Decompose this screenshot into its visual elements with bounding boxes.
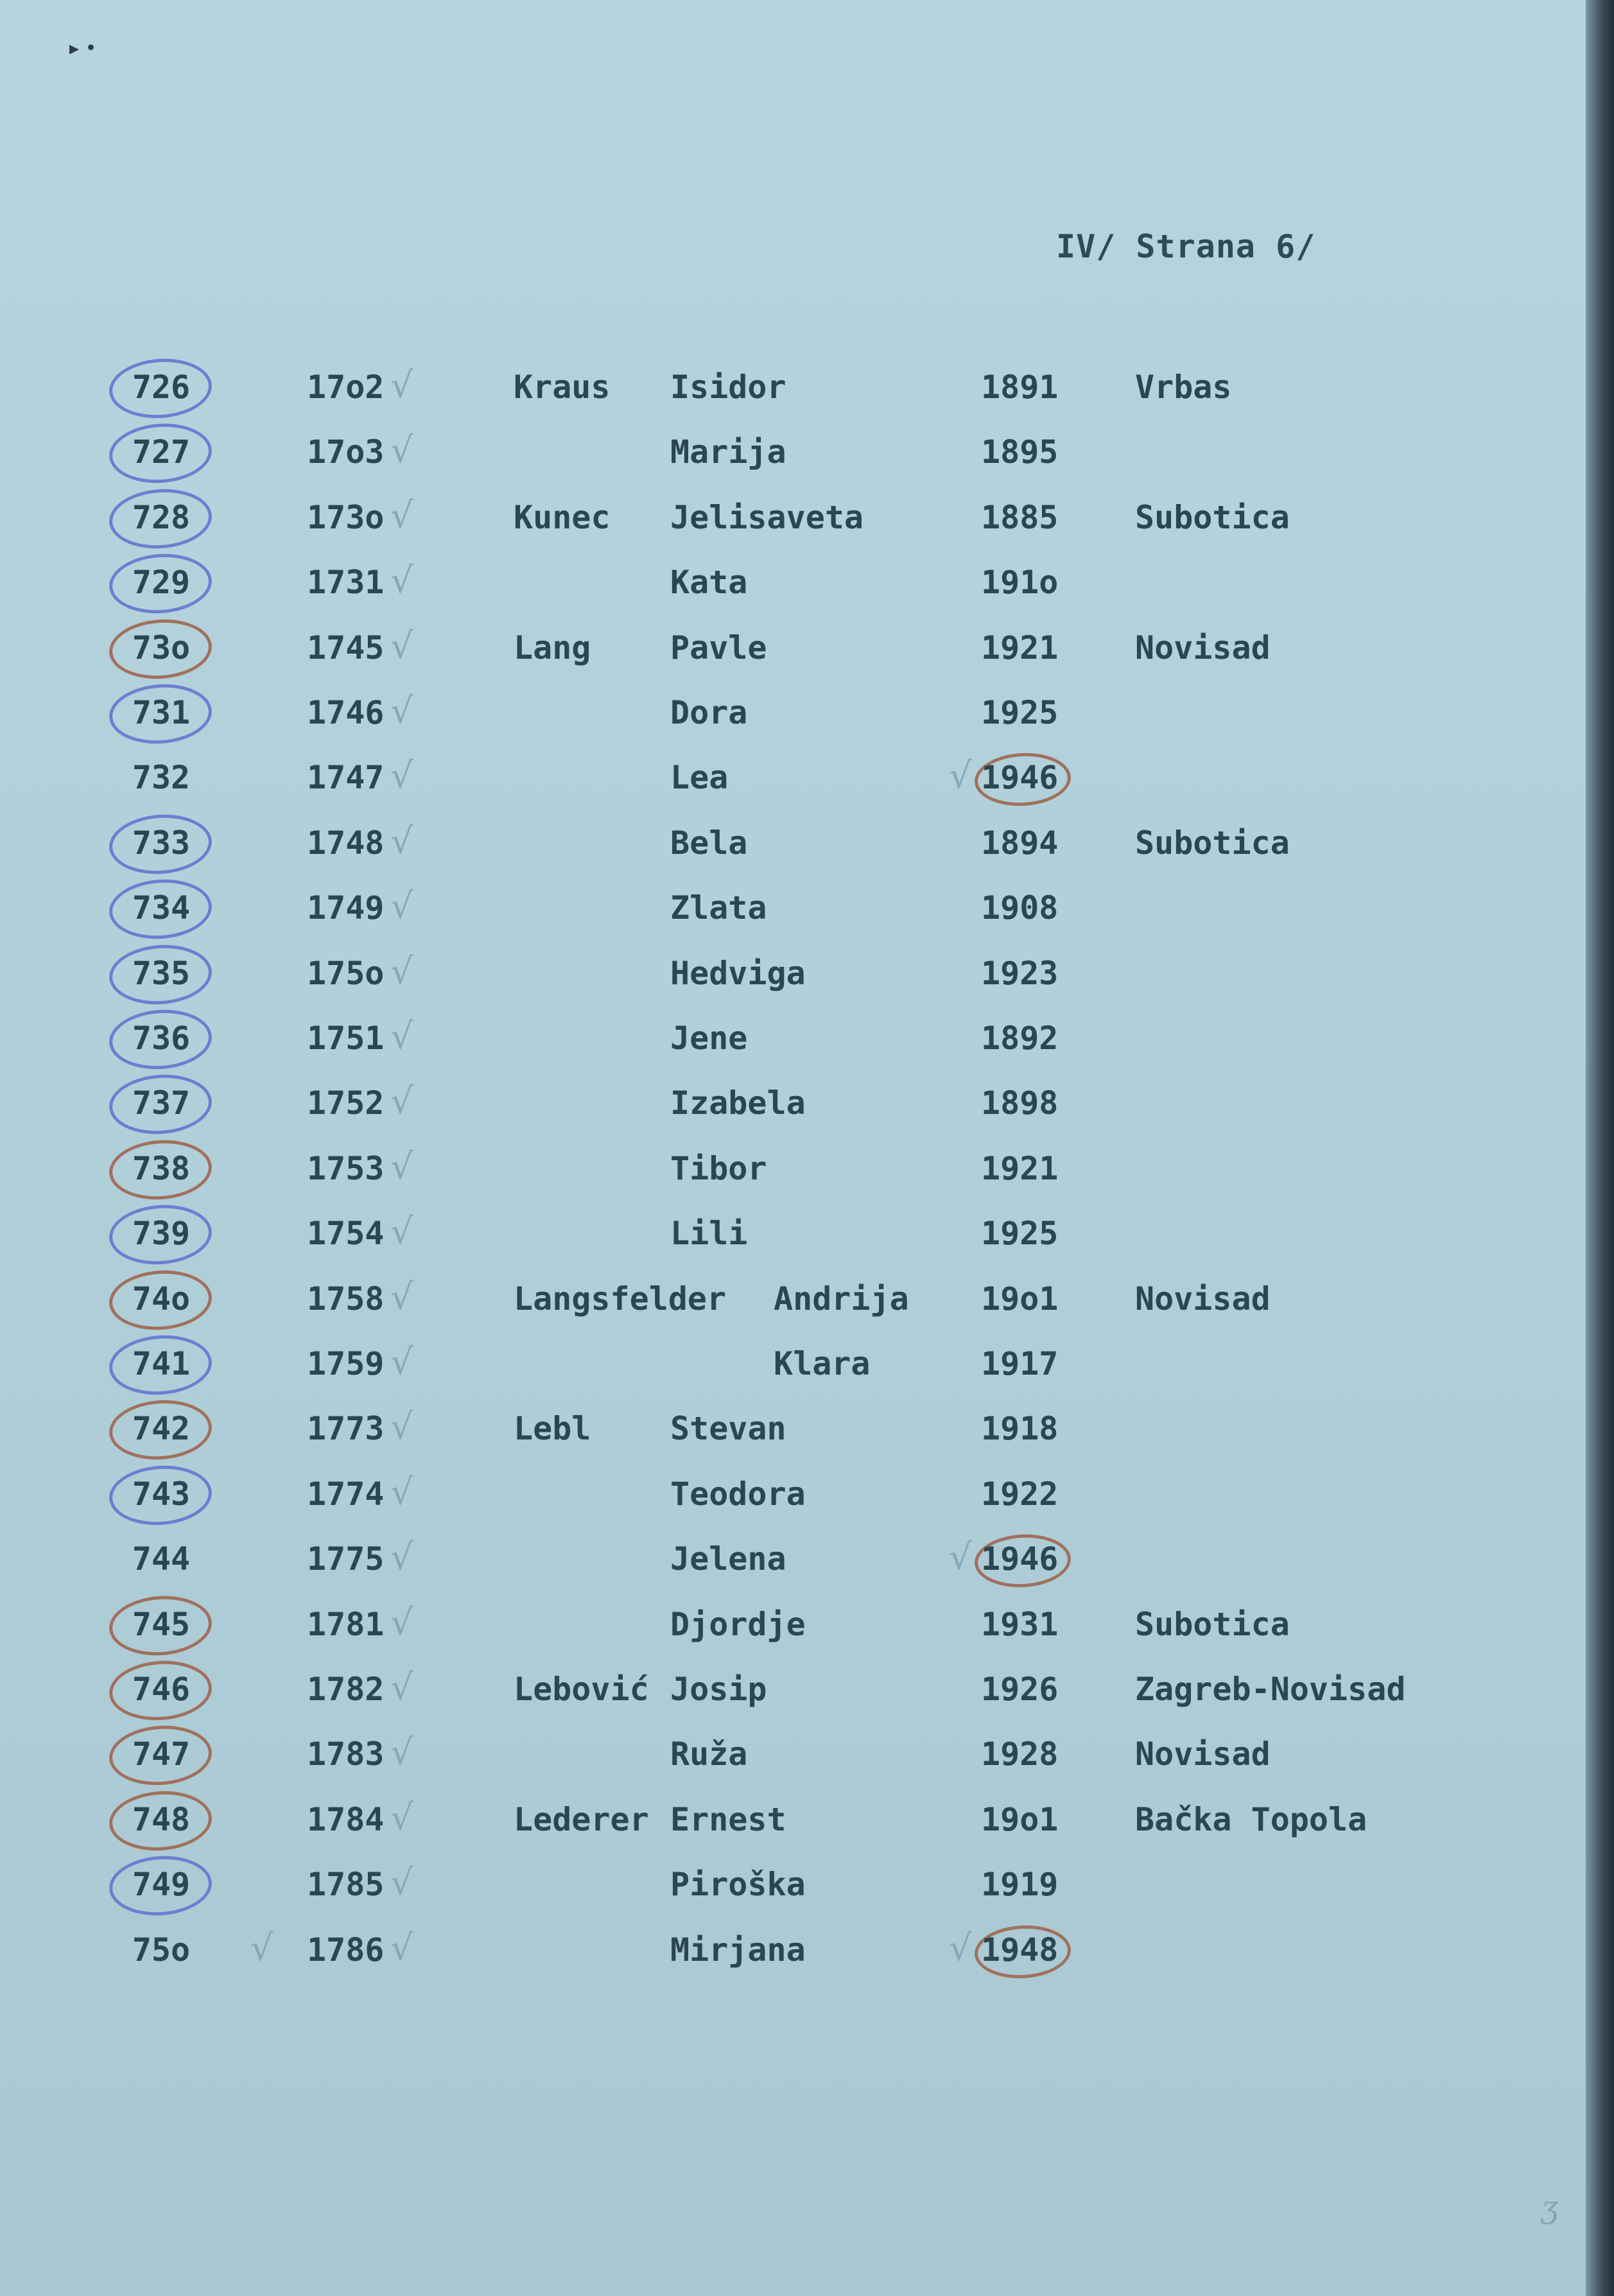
check-mark-icon: √: [949, 1927, 972, 1969]
punch-mark: ▸ •: [69, 37, 97, 60]
record-number: 736: [132, 1020, 191, 1057]
record-number: 742: [132, 1410, 191, 1447]
check-mark-icon: √: [390, 1862, 413, 1904]
record-row: [0, 1006, 1586, 1070]
record-id: 175o: [307, 955, 385, 992]
record-id: 173o: [307, 499, 385, 536]
birth-year: 191o: [981, 564, 1059, 601]
check-mark-icon: √: [390, 365, 413, 406]
check-mark-icon: √: [390, 1341, 413, 1383]
record-row: [0, 420, 1586, 484]
first-name: Lili: [670, 1215, 748, 1252]
record-id: 1783: [307, 1735, 385, 1773]
record-row: [0, 1396, 1586, 1461]
record-number: 749: [132, 1866, 191, 1903]
record-id: 1751: [307, 1020, 385, 1057]
record-number: 727: [132, 433, 191, 471]
record-id: 1754: [307, 1215, 385, 1252]
first-name: Zlata: [670, 889, 767, 926]
record-id: 1731: [307, 564, 385, 601]
record-row: [0, 1267, 1586, 1331]
record-row: [0, 355, 1586, 419]
record-id: 1785: [307, 1866, 385, 1903]
birthplace: Novisad: [1135, 1735, 1271, 1773]
record-id: 1745: [307, 629, 385, 666]
record-number: 747: [132, 1735, 191, 1773]
record-number: 748: [132, 1801, 191, 1838]
check-mark-icon: √: [390, 560, 413, 602]
first-name: Stevan: [670, 1410, 786, 1447]
birth-year: 1894: [981, 824, 1059, 862]
record-row: [0, 941, 1586, 1005]
check-mark-icon: √: [390, 1797, 413, 1839]
first-name: Ruža: [670, 1735, 748, 1773]
record-row: [0, 616, 1586, 680]
record-number: 74o: [132, 1280, 191, 1318]
check-mark-icon: √: [390, 495, 413, 537]
surname: Lederer: [514, 1801, 649, 1838]
record-number: 729: [132, 564, 191, 601]
first-name: Josip: [670, 1671, 767, 1708]
record-number: 75o: [132, 1931, 191, 1969]
record-row: [0, 1332, 1586, 1396]
birthplace: Subotica: [1135, 499, 1290, 536]
record-row: [0, 1852, 1586, 1917]
check-mark-icon: √: [390, 690, 413, 732]
record-number: 738: [132, 1150, 191, 1187]
record-id: 1774: [307, 1475, 385, 1513]
birth-year: 1948: [981, 1931, 1059, 1969]
record-row: [0, 1136, 1586, 1201]
record-id: 1773: [307, 1410, 385, 1447]
record-number: 735: [132, 955, 191, 992]
birth-year: 1891: [981, 369, 1059, 406]
check-mark-icon: √: [390, 1536, 413, 1578]
check-mark-icon: √: [390, 755, 413, 797]
birth-year: 1946: [981, 1540, 1059, 1578]
first-name: Marija: [670, 433, 786, 471]
check-mark-icon: √: [390, 1472, 413, 1513]
surname: Lebl: [514, 1410, 591, 1447]
record-row: [0, 1071, 1586, 1135]
surname: Lang: [514, 629, 591, 666]
birth-year: 1931: [981, 1606, 1059, 1643]
birthplace: Novisad: [1135, 629, 1271, 666]
record-row: [0, 550, 1586, 614]
surname: Kunec: [514, 499, 611, 536]
check-mark-icon: √: [390, 430, 413, 471]
birth-year: 1946: [981, 759, 1059, 796]
birth-year: 1885: [981, 499, 1059, 536]
record-number: 746: [132, 1671, 191, 1708]
first-name: Bela: [670, 824, 748, 862]
first-name: Djordje: [670, 1606, 806, 1643]
record-id: 1752: [307, 1084, 385, 1122]
first-name: Lea: [670, 759, 729, 796]
birth-year: 1925: [981, 694, 1059, 731]
check-mark-icon: √: [390, 885, 413, 927]
page-edge: [1586, 0, 1614, 2296]
record-row: [0, 681, 1586, 745]
record-id: 1758: [307, 1280, 385, 1318]
birth-year: 1922: [981, 1475, 1059, 1513]
birth-year: 19o1: [981, 1801, 1059, 1838]
record-number: 733: [132, 824, 191, 862]
check-mark-icon: √: [949, 1536, 972, 1578]
first-name: Dora: [670, 694, 748, 731]
check-mark-icon: √: [390, 1146, 413, 1188]
record-number: 728: [132, 499, 191, 536]
record-id: 17o2: [307, 369, 385, 406]
check-mark-icon: √: [390, 821, 413, 862]
first-name: Piroška: [670, 1866, 806, 1903]
birthplace: Novisad: [1135, 1280, 1271, 1318]
check-mark-icon: √: [390, 1081, 413, 1122]
record-row: [0, 1918, 1586, 1982]
first-name: Jene: [670, 1020, 748, 1057]
check-mark-icon: √: [390, 1602, 413, 1644]
birth-year: 1919: [981, 1866, 1059, 1903]
first-name: Teodora: [670, 1475, 806, 1513]
record-id: 1775: [307, 1540, 385, 1578]
surname: Kraus: [514, 369, 611, 406]
check-mark-icon: √: [390, 625, 413, 667]
record-id: 1782: [307, 1671, 385, 1708]
record-id: 1749: [307, 889, 385, 926]
first-name: Jelisaveta: [670, 499, 864, 536]
record-id: 17o3: [307, 433, 385, 471]
record-id: 1784: [307, 1801, 385, 1838]
birth-year: 19o1: [981, 1280, 1059, 1318]
record-number: 726: [132, 369, 191, 406]
birthplace: Subotica: [1135, 824, 1290, 862]
first-name: Klara: [774, 1345, 871, 1382]
birth-year: 1898: [981, 1084, 1059, 1122]
birthplace: Bačka Topola: [1135, 1801, 1367, 1838]
record-row: [0, 1592, 1586, 1657]
record-id: 1748: [307, 824, 385, 862]
record-row: [0, 745, 1586, 810]
check-mark-icon: √: [949, 755, 972, 797]
record-number: 743: [132, 1475, 191, 1513]
record-number: 73o: [132, 629, 191, 666]
record-row: [0, 1201, 1586, 1265]
record-row: [0, 876, 1586, 940]
check-mark-icon: √: [250, 1927, 273, 1969]
first-name: Izabela: [670, 1084, 806, 1122]
check-mark-icon: √: [390, 951, 413, 993]
record-id: 1747: [307, 759, 385, 796]
record-row: [0, 1722, 1586, 1786]
record-row: [0, 485, 1586, 550]
birth-year: 1917: [981, 1345, 1059, 1382]
first-name: Kata: [670, 564, 748, 601]
first-name: Andrija: [774, 1280, 909, 1318]
record-id: 1753: [307, 1150, 385, 1187]
record-number: 731: [132, 694, 191, 731]
birthplace: Zagreb-Novisad: [1135, 1671, 1406, 1708]
check-mark-icon: √: [390, 1732, 413, 1773]
first-name: Ernest: [670, 1801, 786, 1838]
birth-year: 1925: [981, 1215, 1059, 1252]
birth-year: 1908: [981, 889, 1059, 926]
record-number: 737: [132, 1084, 191, 1122]
record-number: 732: [132, 759, 191, 796]
birth-year: 1895: [981, 433, 1059, 471]
surname: Langsfelder: [514, 1280, 727, 1318]
birth-year: 1921: [981, 629, 1059, 666]
surname: Lebović: [514, 1671, 649, 1708]
birthplace: Subotica: [1135, 1606, 1290, 1643]
record-number: 741: [132, 1345, 191, 1382]
check-mark-icon: √: [390, 1276, 413, 1318]
record-id: 1786: [307, 1931, 385, 1969]
check-mark-icon: √: [390, 1667, 413, 1709]
record-row: [0, 1787, 1586, 1852]
first-name: Pavle: [670, 629, 767, 666]
first-name: Isidor: [670, 369, 786, 406]
record-number: 745: [132, 1606, 191, 1643]
birth-year: 1921: [981, 1150, 1059, 1187]
page-header: IV/ Strana 6/: [1056, 228, 1316, 265]
first-name: Mirjana: [670, 1931, 806, 1969]
birth-year: 1923: [981, 955, 1059, 992]
record-row: [0, 1657, 1586, 1721]
record-id: 1759: [307, 1345, 385, 1382]
record-id: 1781: [307, 1606, 385, 1643]
pencil-corner-note-icon: ʒ: [1541, 2189, 1559, 2225]
record-number: 734: [132, 889, 191, 926]
record-row: [0, 1462, 1586, 1526]
check-mark-icon: √: [390, 1211, 413, 1253]
birth-year: 1926: [981, 1671, 1059, 1708]
birth-year: 1892: [981, 1020, 1059, 1057]
birthplace: Vrbas: [1135, 369, 1232, 406]
check-mark-icon: √: [390, 1406, 413, 1448]
check-mark-icon: √: [390, 1927, 413, 1969]
record-number: 739: [132, 1215, 191, 1252]
birth-year: 1918: [981, 1410, 1059, 1447]
record-number: 744: [132, 1540, 191, 1578]
first-name: Tibor: [670, 1150, 767, 1187]
check-mark-icon: √: [390, 1016, 413, 1057]
first-name: Hedviga: [670, 955, 806, 992]
record-row: [0, 1527, 1586, 1591]
record-id: 1746: [307, 694, 385, 731]
first-name: Jelena: [670, 1540, 786, 1578]
birth-year: 1928: [981, 1735, 1059, 1773]
record-row: [0, 811, 1586, 875]
